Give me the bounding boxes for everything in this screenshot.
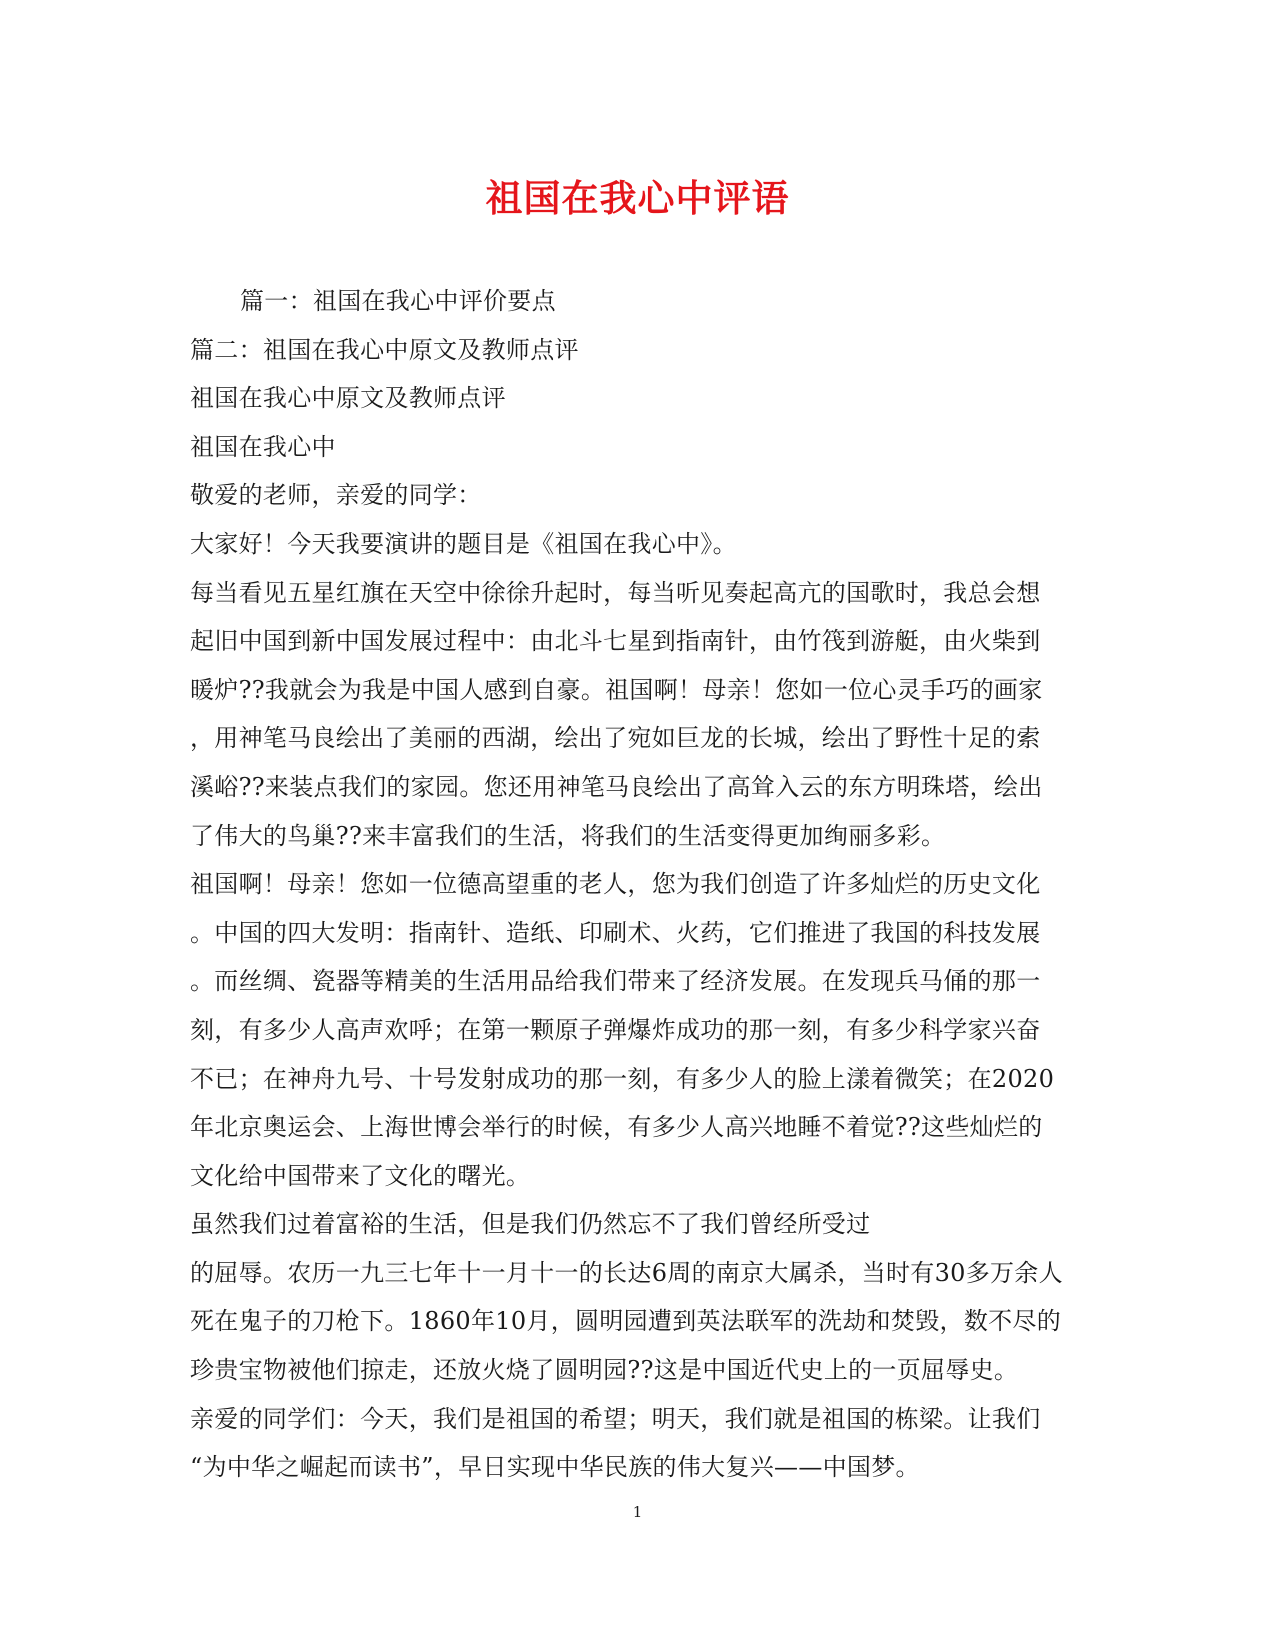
text-line: 祖国啊！母亲！您如一位德高望重的老人，您为我们创造了许多灿烂的历史文化 <box>190 870 1041 899</box>
document-title: 祖国在我心中评语 <box>485 176 790 220</box>
text-line: 祖国在我心中原文及教师点评 <box>190 384 506 413</box>
text-line: 年北京奥运会、上海世博会举行的时候，有多少人高兴地睡不着觉??这些灿烂的 <box>190 1113 1043 1142</box>
text-line: 大家好！今天我要演讲的题目是《祖国在我心中》。 <box>190 529 737 558</box>
text-line: 篇一：祖国在我心中评价要点 <box>240 287 556 315</box>
text-line: 虽然我们过着富裕的生活，但是我们仍然忘不了我们曾经所受过 <box>190 1210 871 1239</box>
text-line: 的屈辱。农历一九三七年十一月十一的长达6周的南京大属杀，当时有30多万余人 <box>190 1258 1063 1287</box>
text-line: 篇二：祖国在我心中原文及教师点评 <box>190 335 579 364</box>
text-line: 。中国的四大发明：指南针、造纸、印刷术、火药，它们推进了我国的科技发展 <box>190 918 1041 947</box>
text-line: 亲爱的同学们：今天，我们是祖国的希望；明天，我们就是祖国的栋梁。让我们 <box>190 1404 1041 1433</box>
text-line: “为中华之崛起而读书”，早日实现中华民族的伟大复兴——中国梦。 <box>190 1453 920 1482</box>
text-line: 每当看见五星红旗在天空中徐徐升起时，每当听见奏起高亢的国歌时，我总会想 <box>190 578 1041 607</box>
text-line: 敬爱的老师，亲爱的同学： <box>190 481 482 510</box>
text-line: 起旧中国到新中国发展过程中：由北斗七星到指南针，由竹筏到游艇，由火柴到 <box>190 627 1041 656</box>
text-line: 文化给中国带来了文化的曙光。 <box>190 1161 531 1190</box>
text-line: 祖国在我心中 <box>190 432 336 461</box>
text-line: 不已；在神舟九号、十号发射成功的那一刻，有多少人的脸上漾着微笑；在2020 <box>190 1064 1055 1093</box>
page-number: 1 <box>632 1503 643 1521</box>
text-line: 溪峪??来装点我们的家园。您还用神笔马良绘出了高耸入云的东方明珠塔，绘出 <box>190 772 1043 801</box>
text-line: ，用神笔马良绘出了美丽的西湖，绘出了宛如巨龙的长城，绘出了野性十足的索 <box>190 724 1041 753</box>
document-body <box>190 277 1090 1492</box>
text-line: 暖炉??我就会为我是中国人感到自豪。祖国啊！母亲！您如一位心灵手巧的画家 <box>190 675 1043 704</box>
text-line: 了伟大的鸟巢??来丰富我们的生活，将我们的生活变得更加绚丽多彩。 <box>190 821 946 850</box>
text-line: 。而丝绸、瓷器等精美的生活用品给我们带来了经济发展。在发现兵马俑的那一 <box>190 967 1041 996</box>
text-line: 死在鬼子的刀枪下。1860年10月，圆明园遭到英法联军的洗劫和焚毁，数不尽的 <box>190 1307 1062 1336</box>
text-line: 刻，有多少人高声欢呼；在第一颗原子弹爆炸成功的那一刻，有多少科学家兴奋 <box>190 1015 1041 1044</box>
text-line: 珍贵宝物被他们掠走，还放火烧了圆明园??这是中国近代史上的一页屈辱史。 <box>190 1356 1019 1385</box>
